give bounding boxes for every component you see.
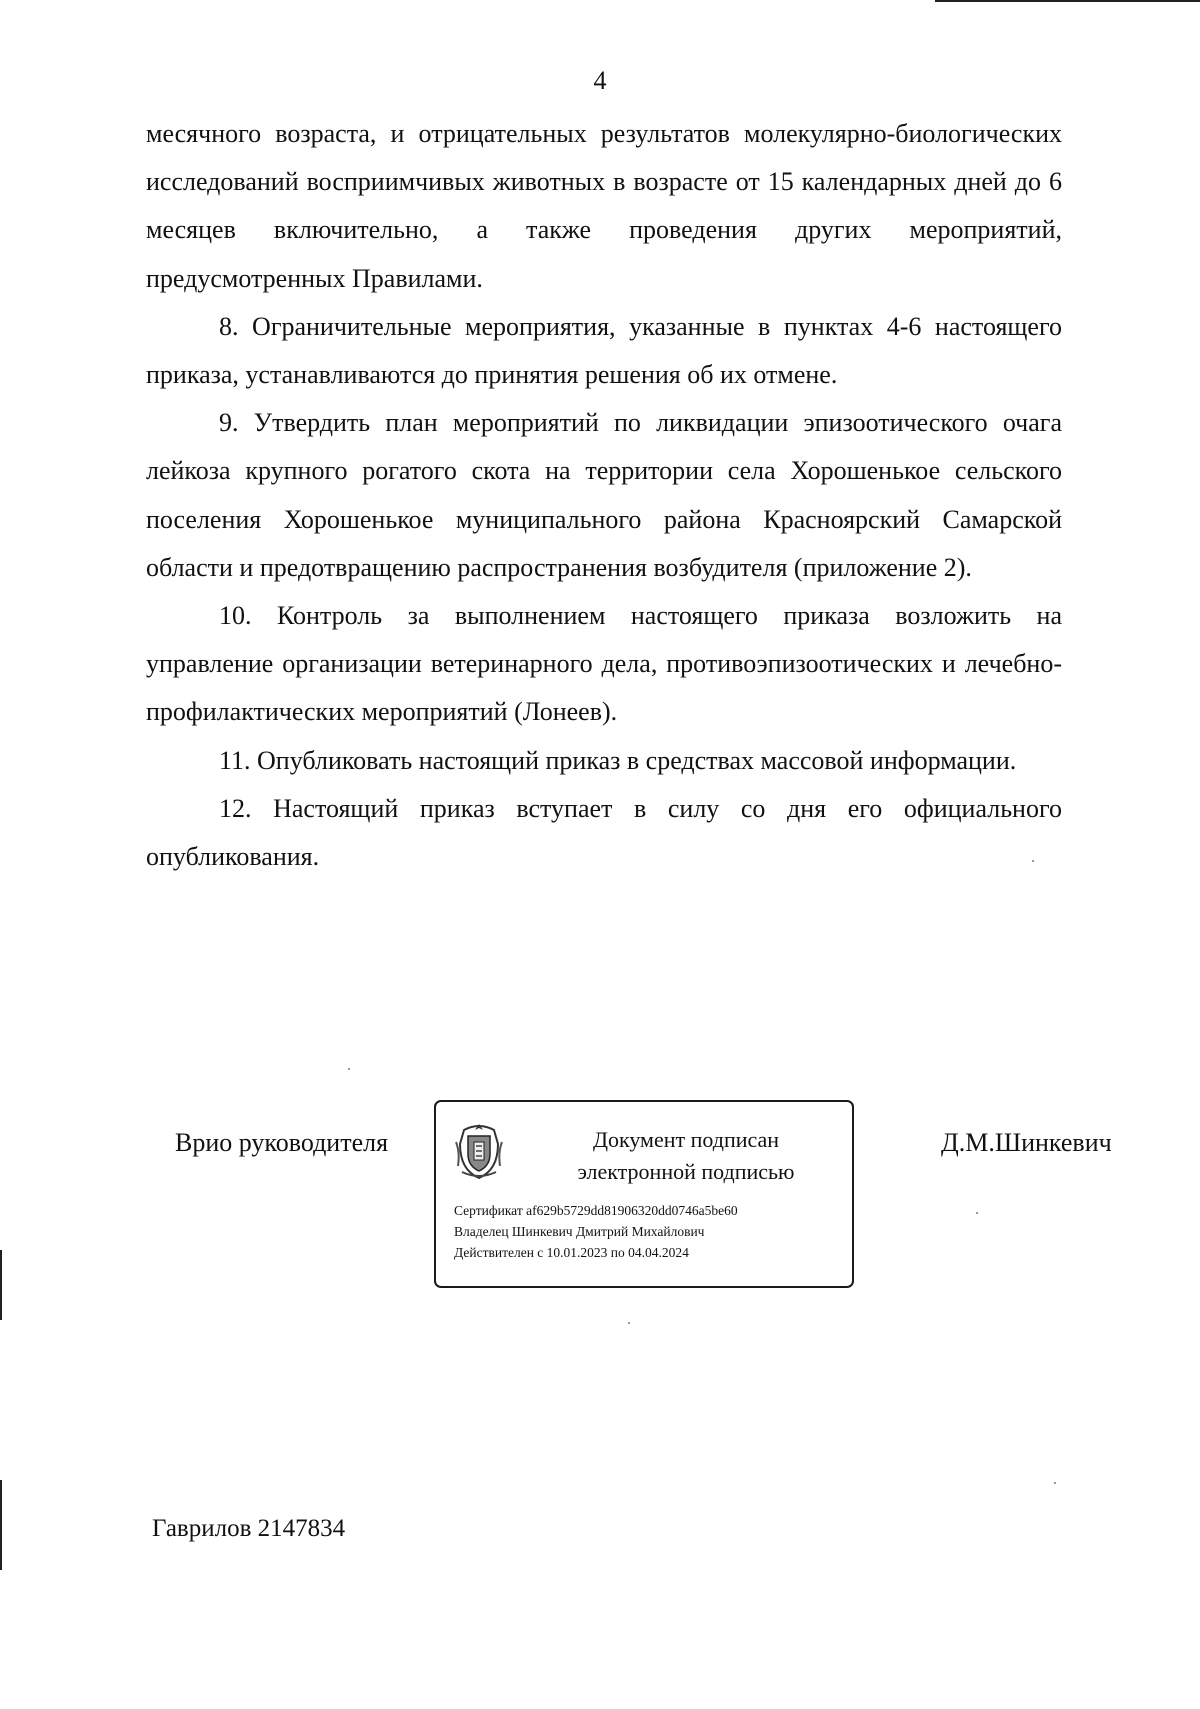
page-number: 4 [593, 66, 607, 95]
document-body [146, 110, 1062, 881]
certificate-number: Сертификат af629b5729dd81906320dd0746a5be60 [454, 1203, 738, 1218]
paragraph-item-8: 8. Ограничительные мероприятия, указанные в пунктах 4-6 настоящего приказа, устанавливаются до принятия решения об их отмене. [146, 311, 1062, 390]
scan-edge-mark-top [935, 0, 1200, 2]
paragraph-item-9: 9. Утвердить план мероприятий по ликвидации эпизоотического очага лейкоза крупного рогатого скота на территории села Хорошенькое сельского поселения Хорошенькое муниципального района Красноярский Самарской области и предотвращению распространения возбудителя (приложение 2). [146, 408, 1062, 582]
paragraph-item-12: 12. Настоящий приказ вступает в силу со дня его официального опубликования. [146, 793, 1062, 872]
scan-speck [1054, 1482, 1056, 1484]
stamp-certificate-details [454, 1200, 738, 1263]
certificate-owner: Владелец Шинкевич Дмитрий Михайлович [454, 1224, 705, 1239]
scan-speck [628, 1322, 630, 1324]
scan-edge-mark-left-lower [0, 1480, 2, 1570]
signer-name: Д.М.Шинкевич [941, 1128, 1112, 1157]
electronic-signature-stamp [434, 1100, 854, 1288]
samara-region-coat-of-arms-icon [454, 1122, 504, 1180]
scan-speck [348, 1068, 350, 1070]
stamp-heading-line: электронной подписью [577, 1159, 795, 1184]
scan-speck [976, 1212, 978, 1214]
executor-contact: Гаврилов 2147834 [152, 1515, 346, 1542]
paragraph-continuation: месячного возраста, и отрицательных результатов молекулярно-биологических исследований восприимчивых животных в возрасте от 15 календарных дней до 6 месяцев включительно, а также проведения других мероприятий, предусмотренных Правилами. [146, 119, 1062, 293]
scan-edge-mark-left [0, 1250, 2, 1320]
stamp-heading-line: Документ подписан [592, 1127, 780, 1152]
signer-position: Врио руководителя [175, 1128, 389, 1157]
paragraph-item-11: 11. Опубликовать настоящий приказ в средствах массовой информации. [219, 745, 1017, 775]
paragraph-item-10: 10. Контроль за выполнением настоящего приказа возложить на управление организации ветеринарного дела, противоэпизоотических и лечебно-профилактических мероприятий (Лонеев). [146, 601, 1062, 727]
certificate-validity: Действителен с 10.01.2023 по 04.04.2024 [454, 1245, 689, 1260]
stamp-heading [536, 1124, 836, 1188]
